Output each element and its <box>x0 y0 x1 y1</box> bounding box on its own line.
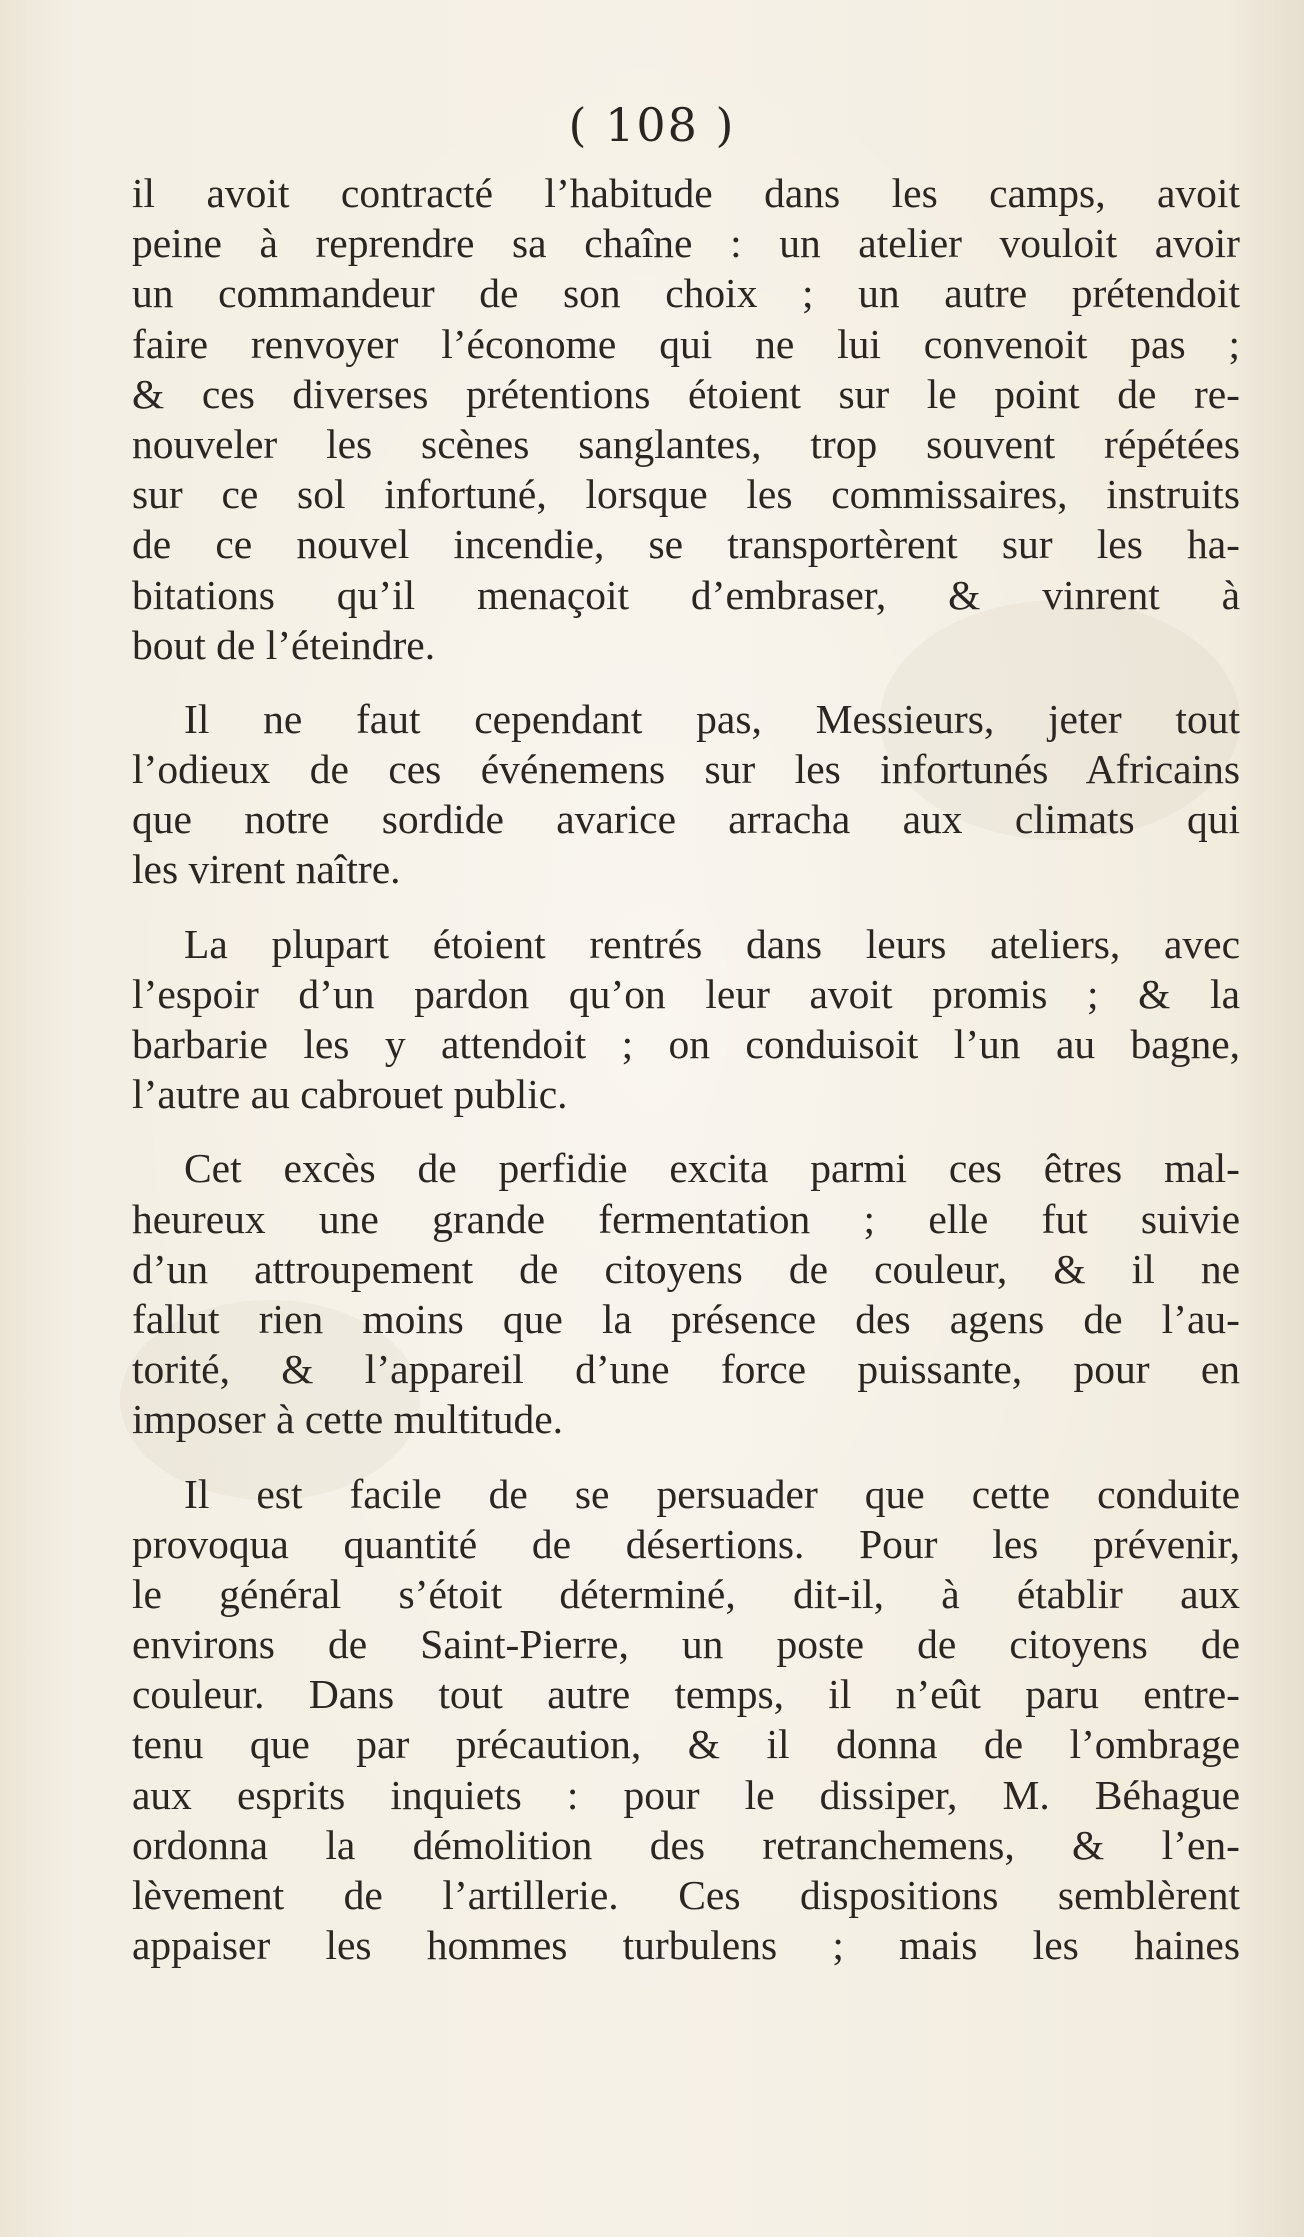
paragraph-5 <box>132 1469 1240 1971</box>
text-line: Cet excès de perfidie excita parmi ces êtres mal- <box>184 1145 1240 1192</box>
text-line: que notre sordide avarice arracha aux climats qui <box>132 796 1240 843</box>
text-line: imposer à cette multitude. <box>132 1396 564 1443</box>
text-line: un commandeur de son choix ; un autre prétendoit <box>132 270 1240 317</box>
text-line: fallut rien moins que la présence des agens de l’au- <box>132 1295 1240 1342</box>
text-line: barbarie les y attendoit ; on conduisoit l’un au bagne, <box>132 1021 1240 1067</box>
text-line: couleur. Dans tout autre temps, il n’eût paru entre- <box>132 1671 1240 1718</box>
paragraph-3 <box>132 919 1240 1120</box>
text-line: & ces diverses prétentions étoient sur le point de re- <box>132 370 1240 417</box>
text-line: il avoit contracté l’habitude dans les camps, avoit <box>132 170 1240 216</box>
text-line: appaiser les hommes turbulens ; mais les haines <box>132 1922 1240 1969</box>
text-line: faire renvoyer l’économe qui ne lui convenoit pas ; <box>132 320 1240 367</box>
body-text <box>132 168 1240 1970</box>
text-line: nouveler les scènes sanglantes, trop souvent répétées <box>132 420 1240 467</box>
text-line: l’espoir d’un pardon qu’on leur avoit promis ; & la <box>132 970 1240 1017</box>
text-line: les virent naître. <box>132 846 401 893</box>
text-line: torité, & l’appareil d’une force puissante, pour en <box>132 1346 1240 1393</box>
text-line: bout de l’éteindre. <box>132 621 436 668</box>
text-line: provoqua quantité de désertions. Pour les prévenir, <box>132 1520 1240 1567</box>
text-line: lèvement de l’artillerie. Ces dispositions semblèrent <box>132 1872 1240 1918</box>
paragraph-2 <box>132 694 1240 895</box>
text-line: La plupart étoient rentrés dans leurs ateliers, avec <box>184 920 1240 967</box>
text-line: ordonna la démolition des retranchemens, & l’en- <box>132 1821 1240 1868</box>
text-line: le général s’étoit déterminé, dit-il, à établir aux <box>132 1570 1240 1617</box>
text-line: heureux une grande fermentation ; elle fut suivie <box>132 1195 1240 1242</box>
text-line: d’un attroupement de citoyens de couleur, & il ne <box>132 1245 1240 1292</box>
text-line: Il ne faut cependant pas, Messieurs, jeter tout <box>184 695 1240 742</box>
text-line: de ce nouvel incendie, se transportèrent sur les ha- <box>132 521 1240 568</box>
paragraph-4 <box>132 1143 1240 1444</box>
text-line: tenu que par précaution, & il donna de l’ombrage <box>132 1721 1240 1768</box>
text-line: sur ce sol infortuné, lorsque les commissaires, instruits <box>132 471 1240 518</box>
page-number: ( 108 ) <box>568 98 736 152</box>
text-line: bitations qu’il menaçoit d’embraser, & vinrent à <box>132 571 1240 618</box>
text-line: l’autre au cabrouet public. <box>132 1071 568 1118</box>
paragraph-1 <box>132 168 1240 670</box>
text-line: peine à reprendre sa chaîne : un atelier vouloit avoir <box>132 220 1240 267</box>
text-line: aux esprits inquiets : pour le dissiper, M. Béhague <box>132 1771 1240 1818</box>
text-line: Il est facile de se persuader que cette conduite <box>184 1470 1240 1517</box>
text-line: l’odieux de ces événemens sur les infortunés Africains <box>132 746 1240 793</box>
text-line: environs de Saint-Pierre, un poste de citoyens de <box>132 1621 1240 1668</box>
